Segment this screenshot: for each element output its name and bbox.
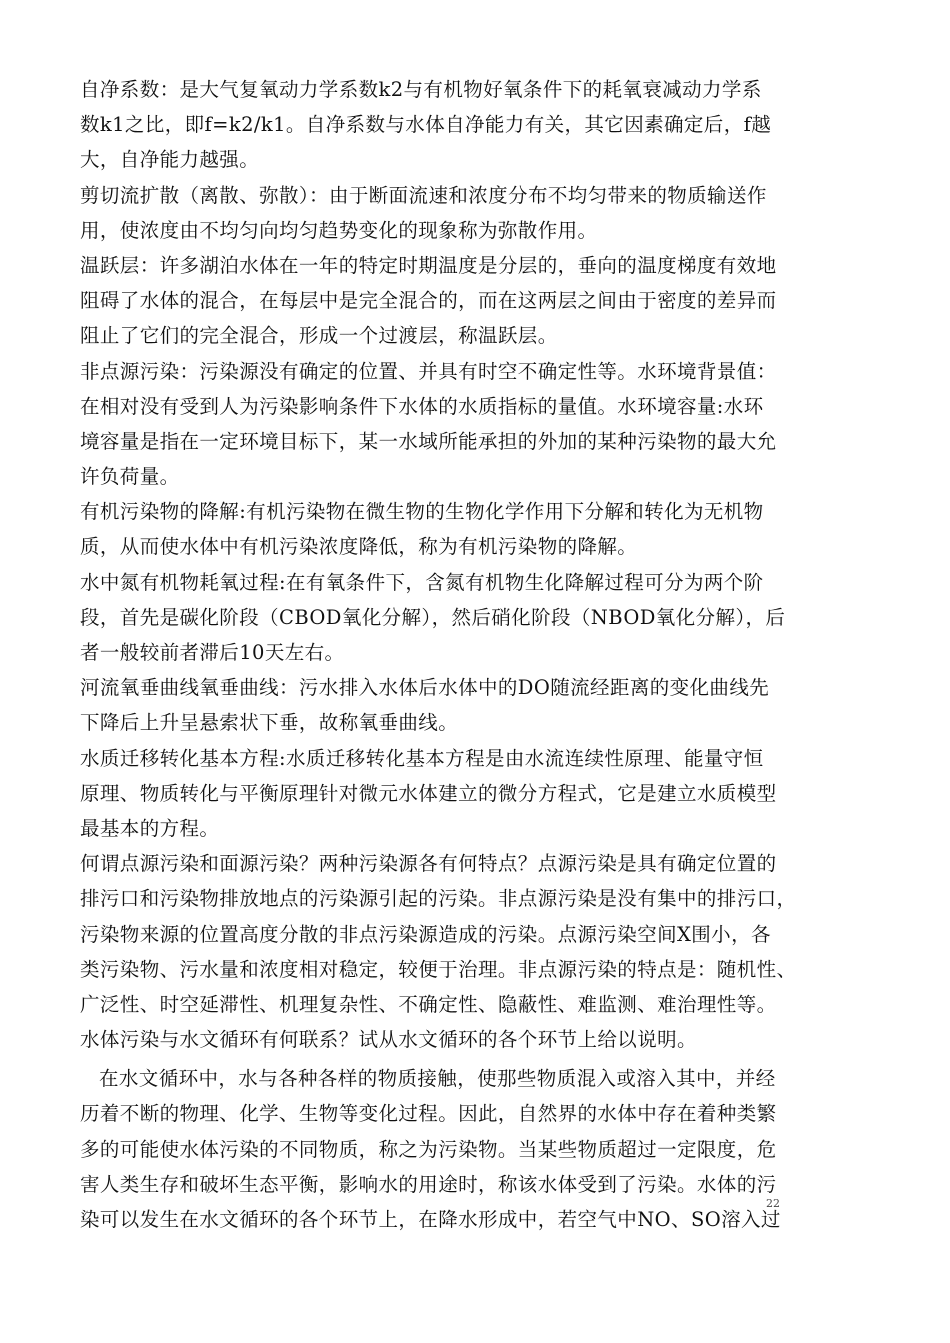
text-line: 自净系数：是大气复氧动力学系数k2与有机物好氧条件下的耗氧衰减动力学系: [80, 78, 762, 101]
text-line: 质，从而使水体中有机污染浓度降低，称为有机污染物的降解。: [80, 535, 638, 559]
text-line: 水体污染与水文循环有何联系？试从水文循环的各个环节上给以说明。: [80, 1028, 697, 1052]
text-line: 在相对没有受到人为污染影响条件下水体的水质指标的量值。水环境容量:水环: [80, 394, 764, 418]
text-line: 阻止了它们的完全混合，形成一个过渡层，称温跃层。: [80, 324, 558, 348]
text-line: 温跃层：许多湖泊水体在一年的特定时期温度是分层的，垂向的温度梯度有效地: [80, 253, 777, 277]
text-line: 何谓点源污染和面源污染？两种污染源各有何特点？点源污染是具有确定位置的: [80, 852, 777, 876]
text-line: 原理、物质转化与平衡原理针对微元水体建立的微分方程式，它是建立水质模型: [80, 781, 777, 805]
text-line: 境容量是指在一定环境目标下，某一水域所能承担的外加的某种污染物的最大允: [80, 429, 777, 453]
text-line: 者一般较前者滞后10天左右。: [80, 641, 345, 664]
text-line: 下降后上升呈悬索状下垂，故称氧垂曲线。: [80, 711, 459, 735]
text-line: 段，首先是碳化阶段（CBOD氧化分解），然后硝化阶段（NBOD氧化分解），后: [80, 605, 786, 629]
text-line: 害人类生存和破坏生态平衡，影响水的用途时，称该水体受到了污染。水体的污: [80, 1172, 777, 1196]
document-body: [80, 72, 860, 1237]
text-line: 最基本的方程。: [80, 816, 220, 840]
text-line: 广泛性、时空延滞性、机理复杂性、不确定性、隐蔽性、难监测、难治理性等。: [80, 992, 777, 1016]
text-line: 历着不断的物理、化学、生物等变化过程。因此，自然界的水体中存在着种类繁: [80, 1102, 777, 1126]
text-line: 水中氮有机物耗氧过程:在有氧条件下，含氮有机物生化降解过程可分为两个阶: [80, 570, 764, 594]
text-line: 许负荷量。: [80, 465, 180, 489]
text-line: 阻碍了水体的混合，在每层中是完全混合的，而在这两层之间由于密度的差异而: [80, 289, 777, 313]
text-line: 大，自净能力越强。: [80, 148, 260, 172]
text-line: 有机污染物的降解:有机污染物在微生物的生物化学作用下分解和转化为无机物: [80, 500, 764, 524]
text-line: 排污口和污染物排放地点的污染源引起的污染。非点源污染是没有集中的排污口，: [80, 887, 797, 911]
text-line: 染可以发生在水文循环的各个环节上，在降水形成中，若空气中NO、SO溶入过: [80, 1208, 781, 1231]
text-line: 数k1之比，即f=k2/k1。自净系数与水体自净能力有关，其它因素确定后，f越: [80, 113, 772, 137]
text-line: 水质迁移转化基本方程:水质迁移转化基本方程是由水流连续性原理、能量守恒: [80, 746, 764, 770]
text-line: 河流氧垂曲线氧垂曲线：污水排入水体后水体中的DO随流经距离的变化曲线先: [80, 676, 770, 700]
text-line: 剪切流扩散（离散、弥散）：由于断面流速和浓度分布不均匀带来的物质输送作: [80, 183, 767, 207]
text-line: 类污染物、污水量和浓度相对稳定，较便于治理。非点源污染的特点是：随机性、: [80, 957, 797, 981]
text-line: 非点源污染：污染源没有确定的位置、并具有时空不确定性等。水环境背景值：: [80, 359, 777, 383]
text-line: 在水文循环中，水与各种各样的物质接触，使那些物质混入或溶入其中，并经: [99, 1067, 776, 1091]
text-line: 多的可能使水体污染的不同物质，称之为污染物。当某些物质超过一定限度，危: [80, 1137, 777, 1161]
text-line: 污染物来源的位置高度分散的非点污染源造成的污染。点源污染空间X围小，各: [80, 922, 771, 946]
page-number: 22: [766, 1197, 780, 1210]
text-line: 用，使浓度由不均匀向均匀趋势变化的现象称为弥散作用。: [80, 218, 598, 242]
